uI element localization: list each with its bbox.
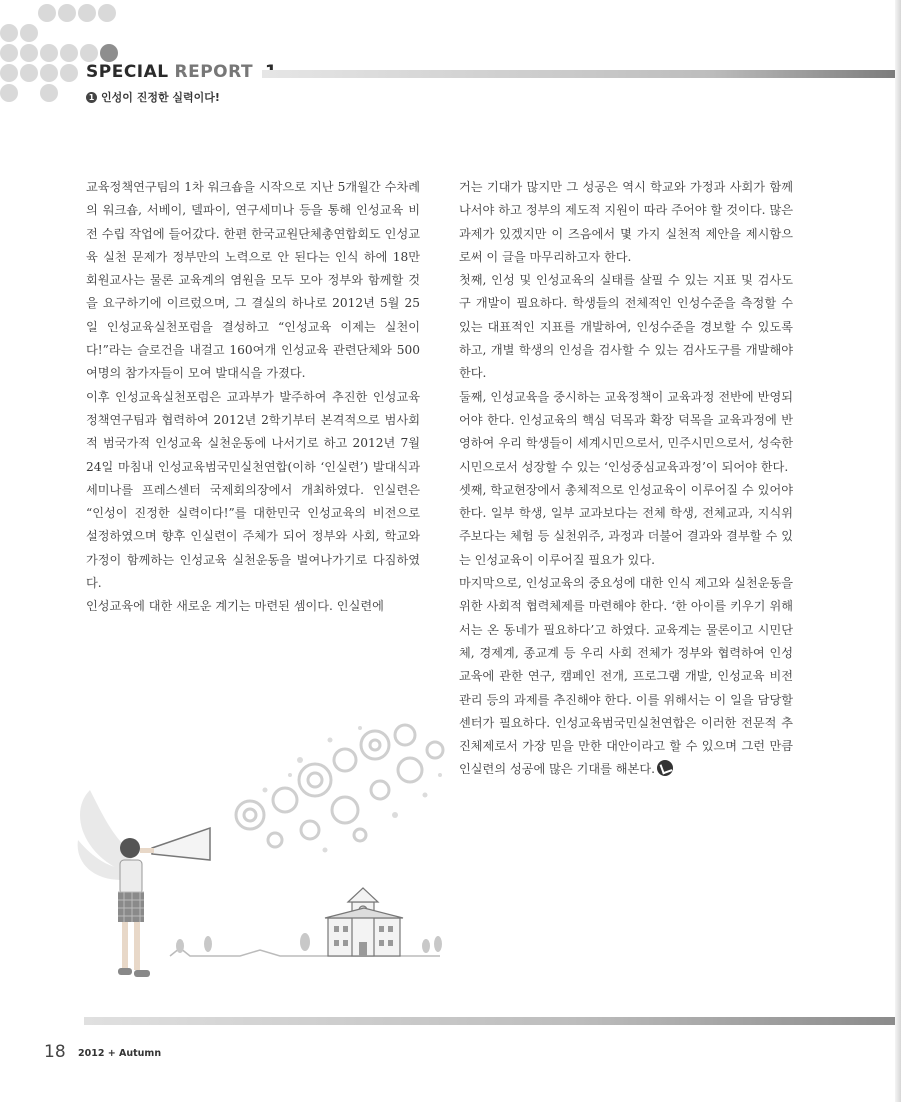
circle-burst-icon	[236, 725, 443, 847]
end-mark-icon	[657, 760, 673, 776]
subtitle-bullet: 1	[86, 92, 97, 103]
paragraph-final	[459, 572, 793, 782]
megaphone-icon	[152, 828, 210, 860]
article-column-right	[459, 176, 793, 782]
section-title-word1: SPECIAL	[86, 62, 169, 82]
paragraph: 거는 기대가 많지만 그 성공은 역시 학교와 가정과 사회가 함께 나서야 하고 정부의 제도적 지원이 따라 주어야 할 것이다. 많은 과제가 있겠지만 이 즈음에서 몇 가지 실천적 제안을 제시함으로써 이 글을 마무리하고자 한다.	[459, 180, 793, 264]
megaphone-girl-illustration	[60, 720, 460, 1000]
paragraph: 이후 인성교육실천포럼은 교과부가 발주하여 추진한 인성교육정책연구팀과 협력하여 2012년 2학기부터 본격적으로 범사회적 범국가적 인성교육 실천운동에 나서기로 하고 2012년 7월 24일 마침내 인성교육범국민실천연합(이하 ‘인실련’) 발대식과 세미나를 프레스센터 국제회의장에서 개최하였다. 인실련은 “인성이 진정한 실력이다!”를 대한민국 인성교육의 비전으로 설정하였으며 향후 인실련이 주체가 되어 정부와 사회, 학교와 가정이 함께하는 인성교육 실천운동을 벌여나가기로 다짐하였다.	[86, 389, 420, 591]
paragraph: 인성교육에 대한 새로운 계기는 마련된 셈이다. 인실련에	[86, 599, 384, 614]
issue-label: 2012 + Autumn	[78, 1048, 162, 1059]
article-column-left	[86, 176, 420, 619]
tree-icon	[176, 933, 442, 953]
header-rule	[262, 70, 901, 78]
page-edge-shadow	[895, 0, 901, 1102]
paragraph: 둘째, 인성교육을 중시하는 교육정책이 교육과정 전반에 반영되어야 한다. 인성교육의 핵심 덕목과 확장 덕목을 교육과정에 반영하여 우리 학생들이 세계시민으로서, 민주시민으로서, 성숙한 시민으로서 성장할 수 있는 ‘인성중심교육과정’이 되어야 한다.	[459, 389, 793, 474]
paragraph-text: 마지막으로, 인성교육의 중요성에 대한 인식 제고와 실천운동을 위한 사회적 협력체제를 마련해야 한다. ‘한 아이를 키우기 위해서는 온 동네가 필요하다’고 하였다. 교육계는 물론이고 시민단체, 경제계, 종교계 등 우리 사회 전체가 정부와 협력하여 인성교육에 관한 연구, 캠페인 전개, 프로그램 개발, 인성교육 비전관리 등의 과제를 추진해야 한다. 이를 위해서는 이 일을 담당할 센터가 필요하다. 인성교육범국민실천연합은 이러한 전문적 추진체제로서 가장 믿을 만한 대안이라고 할 수 있으며 그런 만큼 인실련의 성공에 많은 기대를 해본다.	[459, 576, 793, 777]
page-number: 18	[44, 1042, 66, 1062]
subtitle-text: 인성이 진정한 실력이다!	[101, 91, 220, 104]
paragraph: 교육정책연구팀의 1차 워크숍을 시작으로 지난 5개월간 수차례의 워크숍, 서베이, 델파이, 연구세미나 등을 통해 인성교육 비전 수립 작업에 들어갔다. 한편 한국교원단체총연합회도 인성교육 실천 문제가 정부만의 노력으로 안 된다는 인식 하에 18만 회원교사는 물론 교육계의 염원을 모두 모아 정부와 함께할 것을 요구하기에 이르렀으며, 그 결실의 하나로 2012년 5월 25일 인성교육실천포럼을 결성하고 “인성교육 이제는 실천이다!”라는 슬로건을 내걸고 160여개 인성교육 관련단체와 500여명의 참가자들이 모여 발대식을 가졌다.	[86, 180, 420, 381]
paragraph: 셋째, 학교현장에서 총체적으로 인성교육이 이루어질 수 있어야 한다. 일부 학생, 일부 교과보다는 전체 학생, 전체교과, 지식위주보다는 체험 등 실천위주, 과정과 더불어 결과와 결부할 수 있는 인성교육이 이루어질 필요가 있다.	[459, 482, 793, 567]
section-title-word2: REPORT	[174, 62, 254, 82]
section-title	[86, 62, 277, 82]
paragraph: 첫째, 인성 및 인성교육의 실태를 살필 수 있는 지표 및 검사도구 개발이 필요하다. 학생들의 전체적인 인성수준을 측정할 수 있는 대표적인 지표를 개발하여, 인성수준을 경보할 수 있도록 하고, 개별 학생의 인성을 검사할 수 있는 검사도구를 개발해야 한다.	[459, 273, 793, 381]
section-subtitle	[86, 89, 220, 105]
footer-rule	[84, 1017, 901, 1025]
